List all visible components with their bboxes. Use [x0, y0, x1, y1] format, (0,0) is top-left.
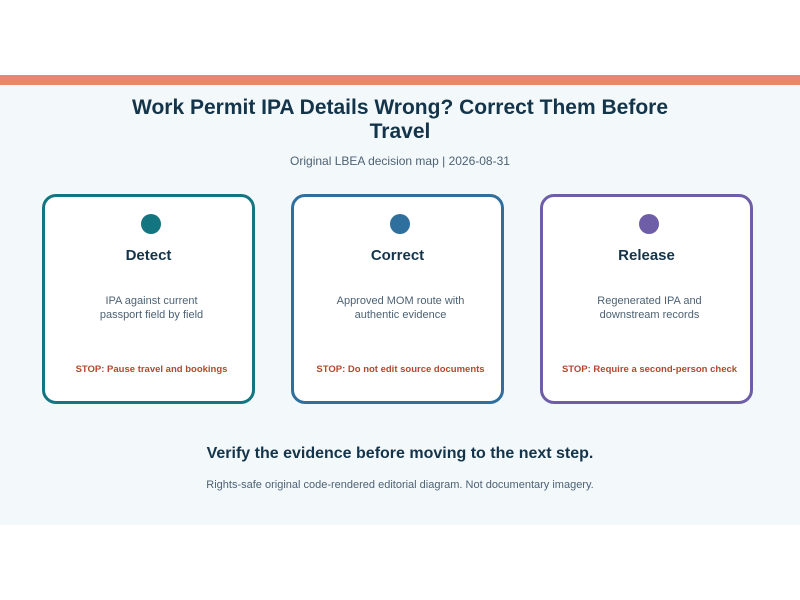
step-stop-warning: STOP: Pause travel and bookings	[75, 364, 228, 375]
rights-footnote: Rights-safe original code-rendered editorial diagram. Not documentary imagery.	[206, 479, 594, 491]
step-stop-warning: STOP: Require a second-person check	[561, 364, 738, 375]
step-description: IPA against current passport field by field	[99, 295, 204, 321]
step-title: Release	[618, 247, 675, 264]
step-card-correct	[291, 194, 504, 404]
step-marker-dot	[639, 214, 659, 234]
step-title: Detect	[125, 247, 172, 264]
step-marker-dot	[141, 214, 161, 234]
step-title: Correct	[370, 247, 425, 264]
step-description: Regenerated IPA and downstream records	[597, 295, 702, 321]
page-title: Work Permit IPA Details Wrong? Correct Them Before Travel	[132, 96, 668, 143]
step-card-detect	[42, 194, 255, 404]
accent-bar	[0, 75, 800, 85]
step-card-release	[540, 194, 753, 404]
step-description: Approved MOM route with authentic evidence	[336, 295, 465, 321]
verify-callout: Verify the evidence before moving to the next step.	[206, 445, 594, 462]
page-subtitle: Original LBEA decision map | 2026-08-31	[290, 154, 510, 168]
step-stop-warning: STOP: Do not edit source documents	[316, 364, 485, 375]
step-marker-dot	[390, 214, 410, 234]
